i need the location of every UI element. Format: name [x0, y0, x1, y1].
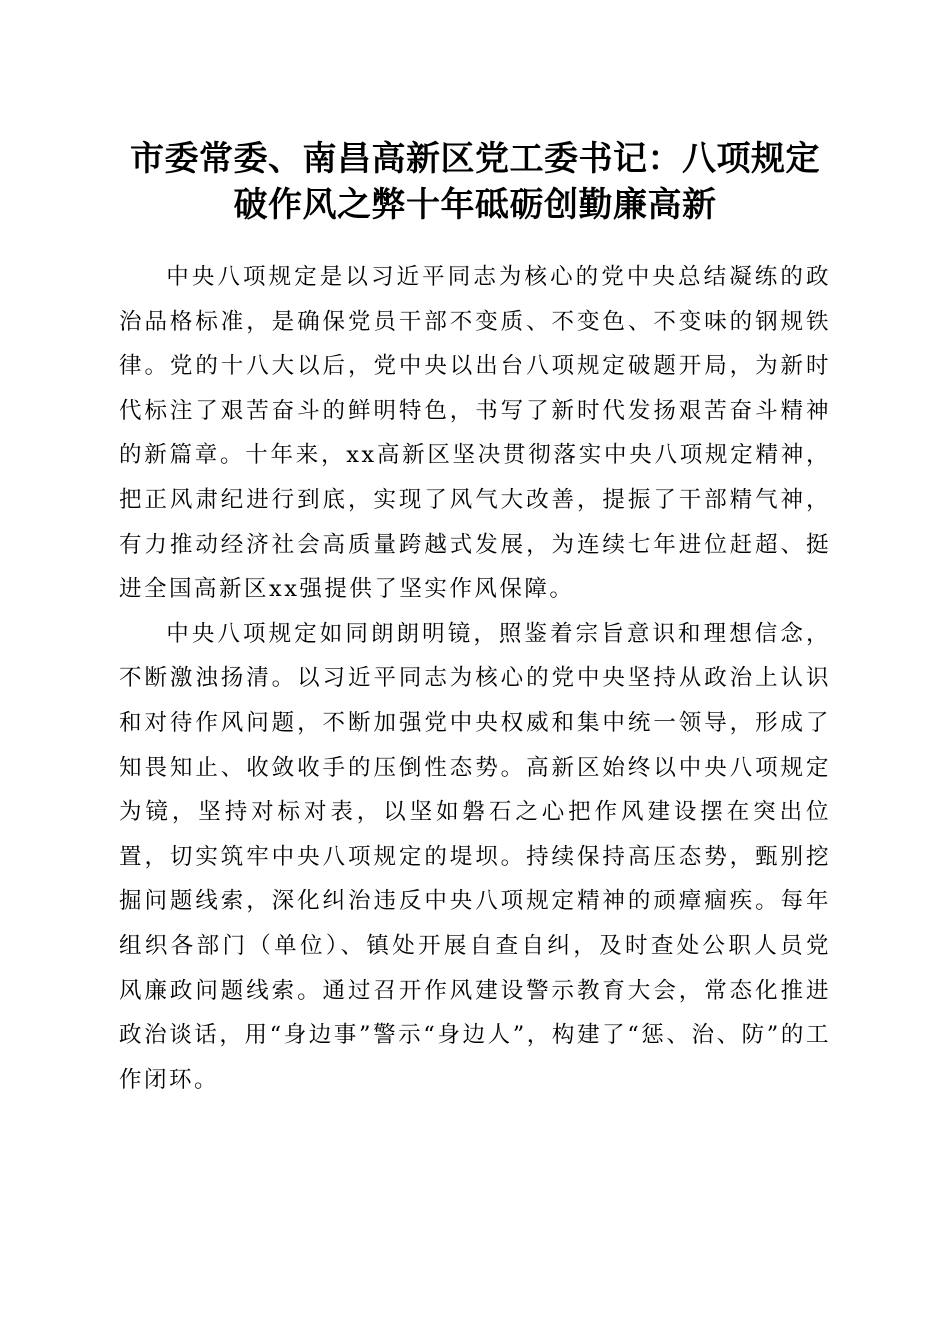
paragraph-2: 中央八项规定如同朗朗明镜，照鉴着宗旨意识和理想信念，不断激浊扬清。以习近平同志为核心的党中央坚持从政治上认识和对待作风问题，不断加强党中央权威和集中统一领导，形成了知畏知止、收敛收手的压倒性态势。高新区始终以中央八项规定为镜，坚持对标对表，以坚如磐石之心把作风建设摆在突出位置，切实筑牢中央八项规定的堤坝。持续保持高压态势，甄别挖掘问题线索，深化纠治违反中央八项规定精神的顽瘴痼疾。每年组织各部门（单位）、镇处开展自查自纠，及时查处公职人员党风廉政问题线索。通过召开作风建设警示教育大会，常态化推进政治谈话，用“身边事”警示“身边人”，构建了“惩、治、防”的工作闭环。 [119, 620, 831, 1093]
title-line-1: 市委常委、南昌高新区党工委书记：八项规定 [130, 139, 820, 179]
paragraph-1: 中央八项规定是以习近平同志为核心的党中央总结凝练的政治品格标准，是确保党员干部不变质、不变色、不变味的钢规铁律。党的十八大以后，党中央以出台八项规定破题开局，为新时代标注了艰苦奋斗的鲜明特色，书写了新时代发扬艰苦奋斗精神的新篇章。十年来，xx高新区坚决贯彻落实中央八项规定精神，把正风肃纪进行到底，实现了风气大改善，提振了干部精气神，有力推动经济社会高质量跨越式发展，为连续七年进位赶超、挺进全国高新区xx强提供了坚实作风保障。 [119, 264, 831, 603]
document-body [119, 255, 831, 1102]
document-title [100, 136, 850, 228]
title-line-2: 破作风之弊十年砥砺创勤廉高新 [233, 185, 717, 225]
